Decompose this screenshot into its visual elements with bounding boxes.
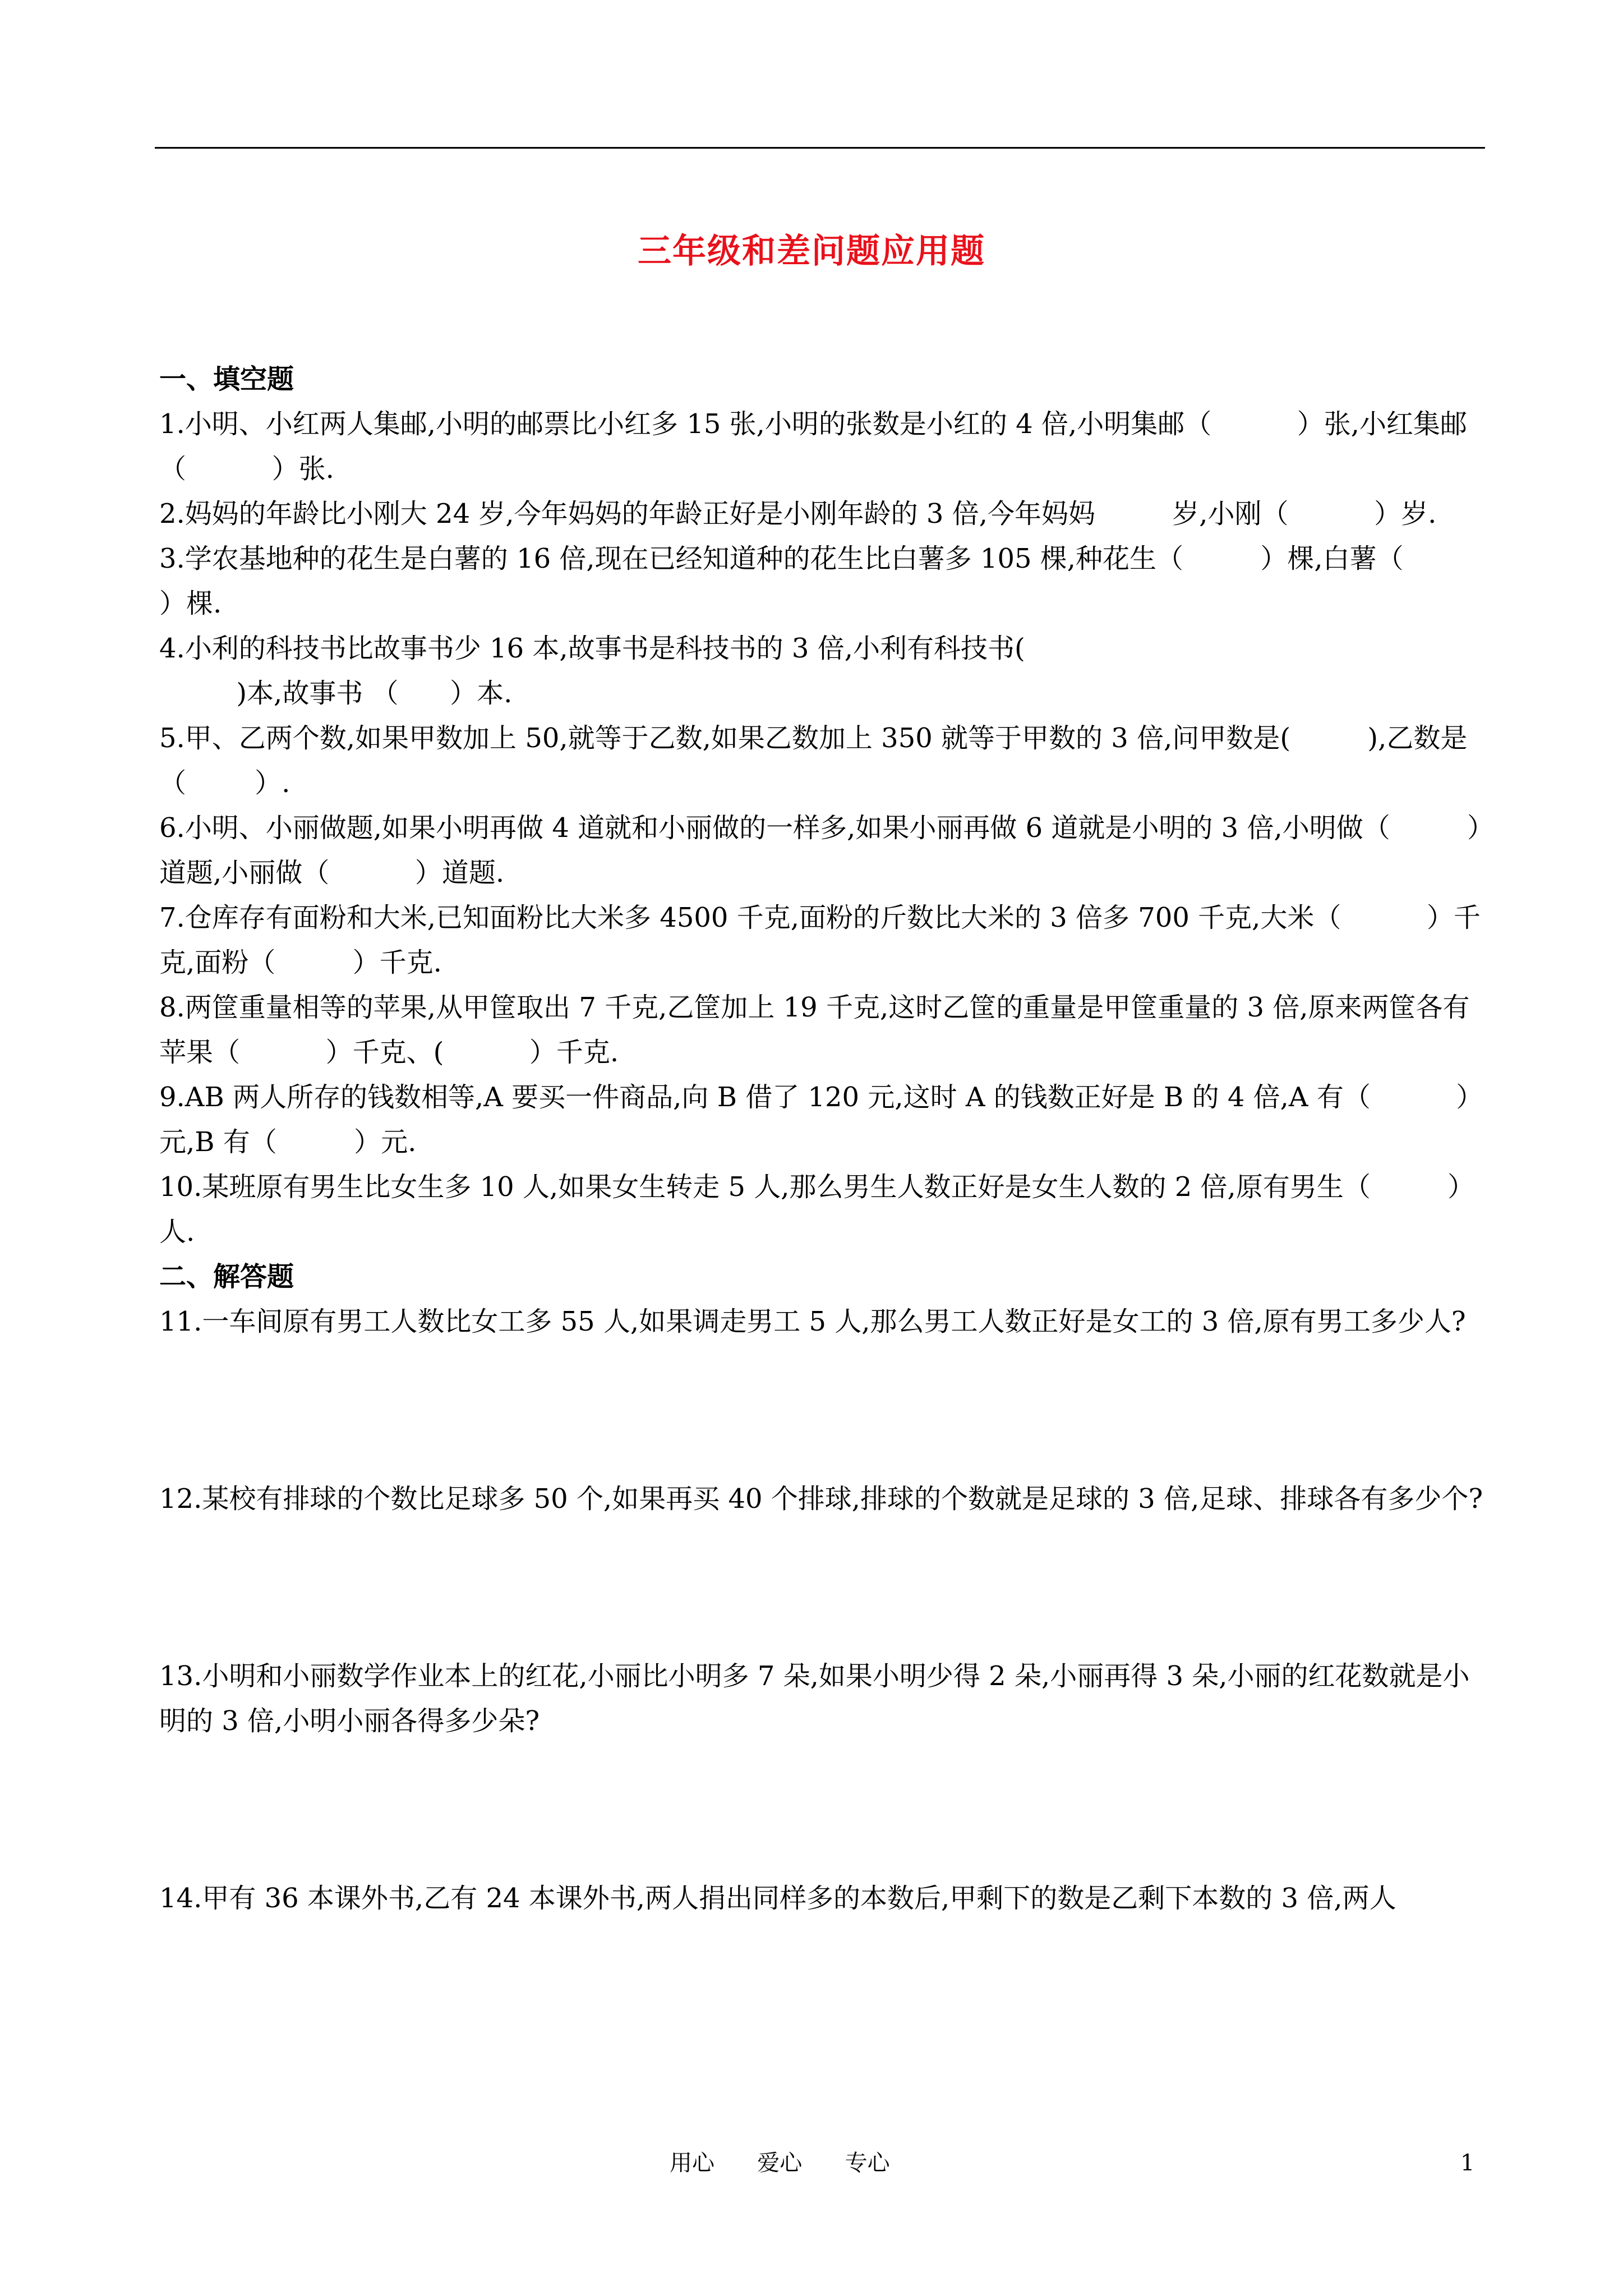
document-title: 三年级和差问题应用题 — [638, 232, 985, 271]
document-body — [159, 357, 1488, 1921]
question-14: 14.甲有 36 本课外书,乙有 24 本课外书,两人捐出同样多的本数后,甲剩下的数是乙剩下本数的 3 倍,两人 — [159, 1883, 1396, 1914]
question-6: 6.小明、小丽做题,如果小明再做 4 道就和小丽做的一样多,如果小丽再做 6 道就是小明的 3 倍,小明做（ ）道题,小丽做（ ）道题. — [159, 812, 1481, 889]
section-heading: 二、解答题 — [159, 1261, 294, 1292]
question-1: 1.小明、小红两人集邮,小明的邮票比小红多 15 张,小明的张数是小红的 4 倍,小明集邮（ ）张,小红集邮（ ）张. — [159, 408, 1468, 485]
question-13: 13.小明和小丽数学作业本上的红花,小丽比小明多 7 朵,如果小明少得 2 朵,小丽再得 3 朵,小丽的红花数就是小明的 3 倍,小明小丽各得多少朵? — [159, 1660, 1470, 1737]
question-9: 9.AB 两人所存的钱数相等,A 要买一件商品,向 B 借了 120 元,这时 A 的钱数正好是 B 的 4 倍,A 有（ ）元,B 有（ ）元. — [159, 1082, 1483, 1158]
section-fill-in-blank — [159, 357, 1488, 1254]
page-number: 1 — [1460, 2150, 1475, 2176]
question-11: 11.一车间原有男工人数比女工多 55 人,如果调走男工 5 人,那么男工人数正好是女工的 3 倍,原有男工多少人? — [159, 1306, 1466, 1337]
footer-slogan: 用心 爱心 专心 — [670, 2150, 890, 2176]
question-7: 7.仓库存有面粉和大米,已知面粉比大米多 4500 千克,面粉的斤数比大米的 3 倍多 700 千克,大米（ ）千克,面粉（ ）千克. — [159, 902, 1481, 978]
section-heading: 一、填空题 — [159, 364, 294, 395]
question-5: 5.甲、乙两个数,如果甲数加上 50,就等于乙数,如果乙数加上 350 就等于甲数的 3 倍,问甲数是( ),乙数是（ ）. — [159, 723, 1468, 799]
question-4: 4.小利的科技书比故事书少 16 本,故事书是科技书的 3 倍,小利有科技书( )本,故事书 （ ）本. — [159, 633, 1025, 709]
header-rule — [155, 147, 1485, 149]
question-2: 2.妈妈的年龄比小刚大 24 岁,今年妈妈的年龄正好是小刚年龄的 3 倍,今年妈妈 岁,小刚（ ）岁. — [159, 498, 1437, 530]
question-3: 3.学农基地种的花生是白薯的 16 倍,现在已经知道种的花生比白薯多 105 棵,种花生（ ）棵,白薯（ ）棵. — [159, 543, 1481, 619]
section-word-problems — [159, 1254, 1488, 1921]
question-8: 8.两筐重量相等的苹果,从甲筐取出 7 千克,乙筐加上 19 千克,这时乙筐的重量是甲筐重量的 3 倍,原来两筐各有苹果（ ）千克、( ）千克. — [159, 992, 1470, 1068]
question-12: 12.某校有排球的个数比足球多 50 个,如果再买 40 个排球,排球的个数就是足球的 3 倍,足球、排球各有多少个? — [159, 1483, 1483, 1515]
question-10: 10.某班原有男生比女生多 10 人,如果女生转走 5 人,那么男生人数正好是女生人数的 2 倍,原有男生（ ）人. — [159, 1171, 1475, 1248]
